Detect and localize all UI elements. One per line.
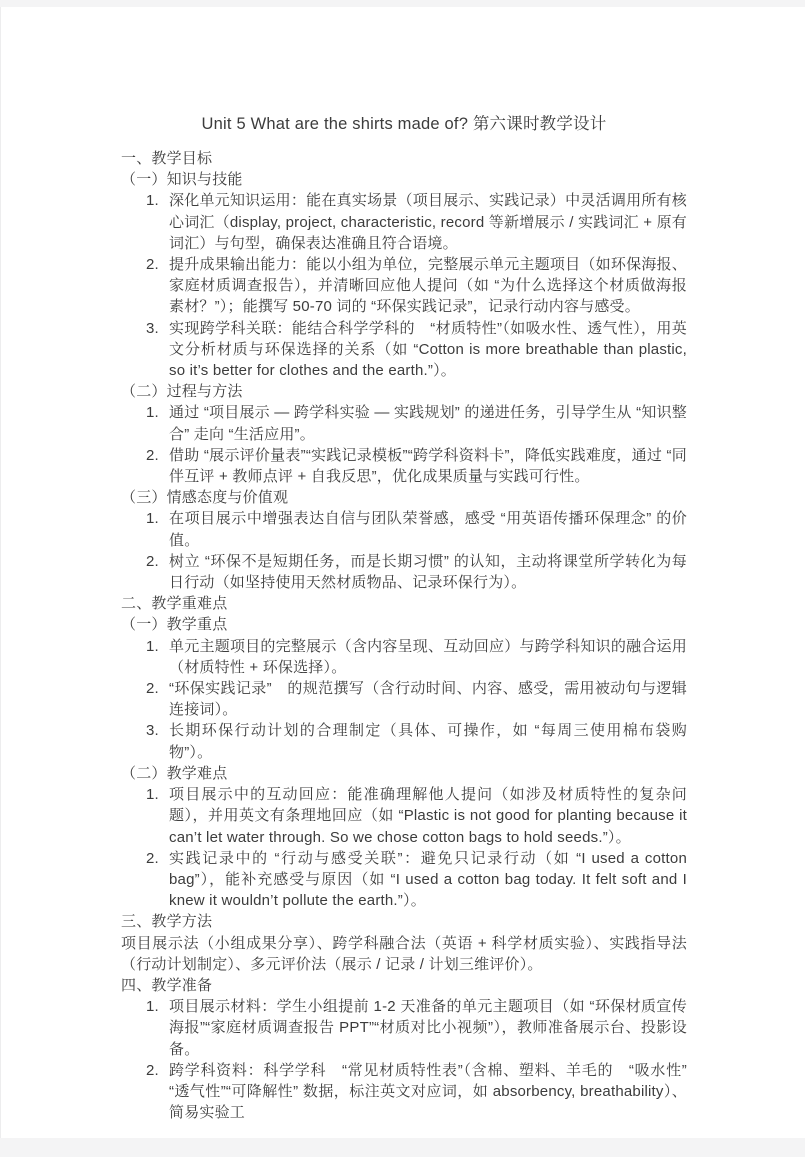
section-heading: 三、教学方法 <box>121 913 213 931</box>
desktop-background <box>0 7 805 1157</box>
list-item-number: 2. <box>146 849 159 867</box>
numbered-list-item <box>121 1060 687 1124</box>
list-item-number: 3. <box>146 722 159 740</box>
list-item-text: 项目展示材料：学生小组提前 1-2 天准备的单元主题项目（如 “环保材质宣传海报”“家庭材质调查报告 PPT”“材质对比小视频”），教师准备展示台、投影设备。 <box>169 998 687 1058</box>
numbered-list-item <box>121 720 687 762</box>
list-item-text: 在项目展示中增强表达自信与团队荣誉感，感受 “用英语传播环保理念” 的价值。 <box>169 510 687 549</box>
list-item-text: 项目展示中的互动回应：能准确理解他人提问（如涉及材质特性的复杂问题），并用英文有条理地回应（如 “Plastic is not good for planting because it can’t let water through. So we chose cotton bags to hold seeds.”）。 <box>169 786 687 846</box>
list-item-text: 长期环保行动计划的合理制定（具体、可操作，如 “每周三使用棉布袋购物”）。 <box>169 722 687 761</box>
list-item-number: 2. <box>146 1061 159 1079</box>
numbered-list-item <box>121 678 687 720</box>
section-heading: 四、教学准备 <box>121 976 213 994</box>
document-body <box>121 148 687 1123</box>
numbered-list-item <box>121 848 687 912</box>
numbered-list-item <box>121 254 687 318</box>
list-item-number: 1. <box>146 192 159 210</box>
list-item-text: 单元主题项目的完整展示（含内容呈现、互动回应）与跨学科知识的融合运用（材质特性 + 环保选择）。 <box>169 637 687 676</box>
document-page <box>0 7 805 1138</box>
numbered-list-item <box>121 445 687 487</box>
numbered-list-item <box>121 190 687 254</box>
list-item-number: 1. <box>146 637 159 655</box>
subsection-heading: （二）教学难点 <box>121 764 228 782</box>
list-item-text: 通过 “项目展示 — 跨学科实验 — 实践规划” 的递进任务，引导学生从 “知识整合” 走向 “生活应用”。 <box>169 404 687 443</box>
numbered-list-item <box>121 508 687 550</box>
list-item-number: 1. <box>146 786 159 804</box>
list-item-number: 2. <box>146 552 159 570</box>
paragraph: 项目展示法（小组成果分享）、跨学科融合法（英语 + 科学材质实验）、实践指导法（行动计划制定）、多元评价法（展示 / 记录 / 计划三维评价）。 <box>121 934 687 973</box>
numbered-list-item <box>121 551 687 593</box>
numbered-list-item <box>121 636 687 678</box>
document-content <box>1 7 805 1138</box>
subsection-heading: （二）过程与方法 <box>121 383 243 401</box>
list-item-number: 2. <box>146 680 159 698</box>
subsection-heading: （三）情感态度与价值观 <box>121 489 289 507</box>
list-item-number: 3. <box>146 319 159 337</box>
list-item-text: 深化单元知识运用：能在真实场景（项目展示、实践记录）中灵活调用所有核心词汇（display, project, characteristic, record 等新增展示 / 实践词汇 + 原有词汇）与句型，确保表达准确且符合语境。 <box>169 192 687 252</box>
numbered-list-item <box>121 402 687 444</box>
document-title: Unit 5 What are the shirts made of? 第六课时教学设计 <box>201 115 607 133</box>
list-item-text: “环保实践记录” 的规范撰写（含行动时间、内容、感受，需用被动句与逻辑连接词）。 <box>169 680 687 719</box>
list-item-text: 跨学科资料：科学学科 “常见材质特性表”（含棉、塑料、羊毛的 “吸水性”“透气性”“可降解性” 数据，标注英文对应词，如 absorbency, breathability）、简易实验工 <box>169 1061 687 1122</box>
numbered-list-item <box>121 318 687 382</box>
list-item-text: 实现跨学科关联：能结合科学学科的 “材质特性”（如吸水性、透气性），用英文分析材质与环保选择的关系（如 “Cotton is more breathable than plastic, so it’s better for clothes and the earth.”）。 <box>169 319 687 380</box>
list-item-number: 1. <box>146 404 159 422</box>
numbered-list-item <box>121 996 687 1060</box>
subsection-heading: （一）知识与技能 <box>121 171 243 189</box>
list-item-number: 2. <box>146 446 159 464</box>
section-heading: 一、教学目标 <box>121 150 213 167</box>
list-item-number: 1. <box>146 998 159 1016</box>
list-item-number: 1. <box>146 510 159 528</box>
section-heading: 二、教学重难点 <box>121 595 228 613</box>
list-item-number: 2. <box>146 256 159 274</box>
list-item-text: 借助 “展示评价量表”“实践记录模板”“跨学科资料卡”，降低实践难度，通过 “同伴互评 + 教师点评 + 自我反思”，优化成果质量与实践可行性。 <box>169 446 687 486</box>
numbered-list-item <box>121 784 687 848</box>
list-item-text: 实践记录中的 “行动与感受关联”：避免只记录行动（如 “I used a cotton bag”），能补充感受与原因（如 “I used a cotton bag today. It felt soft and I knew it wouldn’t pollute the earth.”）。 <box>169 849 687 910</box>
list-item-text: 树立 “环保不是短期任务，而是长期习惯” 的认知，主动将课堂所学转化为每日行动（如坚持使用天然材质物品、记录环保行为）。 <box>169 552 687 592</box>
subsection-heading: （一）教学重点 <box>121 616 228 634</box>
list-item-text: 提升成果输出能力：能以小组为单位，完整展示单元主题项目（如环保海报、家庭材质调查报告），并清晰回应他人提问（如 “为什么选择这个材质做海报素材？”）；能撰写 50-70 词的 “环保实践记录”，记录行动内容与感受。 <box>169 256 687 316</box>
